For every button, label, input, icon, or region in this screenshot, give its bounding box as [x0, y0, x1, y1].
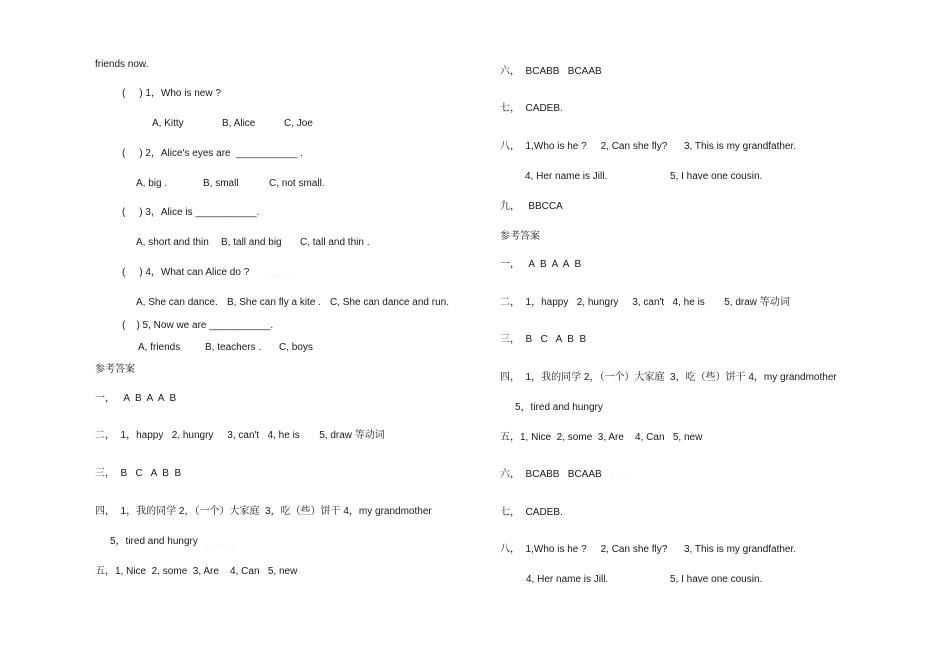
- answer-4-right: 四， 1，我的同学 2，（一个）大家庭 3，吃（些）饼干 4，my grandmother: [500, 372, 837, 383]
- answer-3-left: 三， B C A B B: [95, 468, 182, 479]
- intro-text: friends now.: [95, 59, 149, 70]
- q5-option-b: B, teachers .: [205, 342, 262, 353]
- q5-option-a: A, friends: [138, 342, 181, 353]
- question-2: ( ) 2，Alice's eyes are ___________ .: [122, 148, 303, 159]
- answer-2-right: 二， 1，happy 2, hungry 3, can't 4, he is 5, draw 等动词: [500, 297, 790, 308]
- faint-mark-2: . . . . . .: [206, 542, 236, 548]
- right-line-6: 六， BCABB BCAAB: [500, 66, 602, 77]
- answer-8c-right: 5, I have one cousin.: [670, 574, 763, 585]
- answer-8-right: 八， 1,Who is he ? 2, Can she fly? 3, This is my grandfather.: [500, 544, 797, 555]
- answer-7-right: 七， CADEB.: [500, 507, 563, 518]
- q1-option-b: B, Alice: [222, 118, 256, 129]
- answer-3-right: 三， B C A B B: [500, 334, 587, 345]
- faint-mark-1: . . . . .: [266, 273, 291, 279]
- answer-2-left: 二， 1，happy 2, hungry 3, can't 4, he is 5, draw 等动词: [95, 430, 385, 441]
- answer-8b-right: 4, Her name is Jill.: [526, 574, 609, 585]
- question-3: ( ) 3，Alice is ___________.: [122, 207, 260, 218]
- answer-4-left: 四， 1，我的同学 2，（一个）大家庭 3，吃（些）饼干 4，my grandmother: [95, 506, 432, 517]
- answer-4b-right: 5，tired and hungry: [515, 402, 603, 413]
- q1-option-c: C, Joe: [284, 118, 313, 129]
- answer-1-left: 一， A B A A B: [95, 393, 177, 404]
- q3-option-c: C, tall and thin .: [300, 237, 370, 248]
- right-line-7: 七， CADEB.: [500, 103, 563, 114]
- answer-6-right: 六， BCABB BCAAB: [500, 469, 602, 480]
- right-line-8: 八， 1,Who is he ? 2, Can she fly? 3, This is my grandfather.: [500, 141, 797, 152]
- question-1: ( ) 1，Who is new ?: [122, 88, 221, 99]
- answer-5-left: 五，1, Nice 2, some 3, Are 4, Can 5, new: [95, 566, 298, 577]
- q3-option-b: B, tall and big: [221, 237, 282, 248]
- q5-option-c: C, boys: [279, 342, 313, 353]
- right-line-8b: 4, Her name is Jill.: [525, 171, 608, 182]
- q1-option-a: A, Kitty: [152, 118, 184, 129]
- faint-mark-3: · · · · ·: [606, 475, 632, 481]
- answer-5-right: 五，1, Nice 2, some 3, Are 4, Can 5, new: [500, 432, 703, 443]
- q2-option-c: C, not small.: [269, 178, 325, 189]
- q2-option-b: B, small: [203, 178, 239, 189]
- answer-1-right: 一， A B A A B: [500, 259, 582, 270]
- q4-option-a: A, She can dance.: [136, 297, 218, 308]
- answer-4b-left: 5，tired and hungry: [110, 536, 198, 547]
- question-4: ( ) 4，What can Alice do ?: [122, 267, 250, 278]
- q3-option-a: A, short and thin: [136, 237, 209, 248]
- question-5: ( ) 5, Now we are ___________.: [122, 320, 274, 331]
- right-line-8c: 5, I have one cousin.: [670, 171, 763, 182]
- answers-heading-left: 参考答案: [95, 364, 135, 375]
- answers-heading-right: 参考答案: [500, 231, 540, 242]
- q4-option-b: B, She can fly a kite .: [227, 297, 321, 308]
- q4-option-c: C, She can dance and run.: [330, 297, 449, 308]
- right-line-9: 九， BBCCA: [500, 201, 563, 212]
- q2-option-a: A, big .: [136, 178, 168, 189]
